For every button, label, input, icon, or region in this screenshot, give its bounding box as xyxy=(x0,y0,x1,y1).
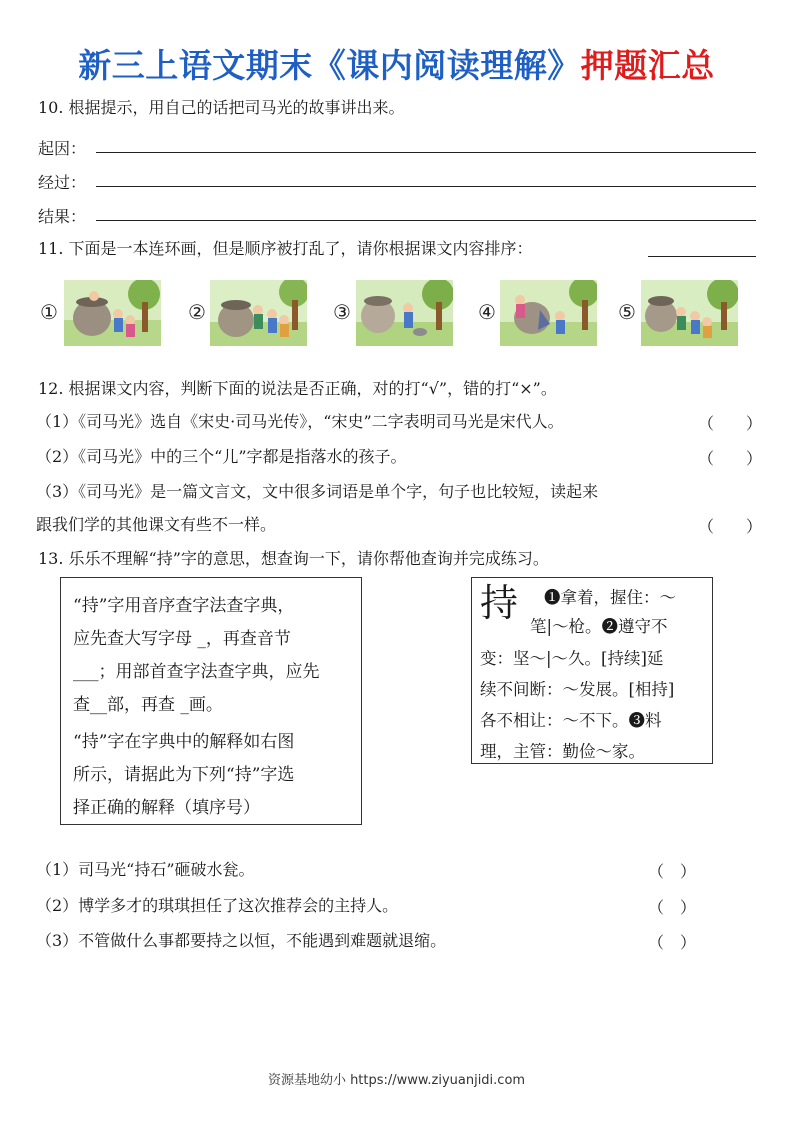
dictionary-line-3: 变：坚～|～久。[持续]延 xyxy=(480,649,664,668)
q12-answer-1[interactable]: （ ） xyxy=(698,414,763,433)
q12-item-1: （1）《司马光》选自《宋史·司马光传》，“宋史”二字表明司马光是宋代人。 xyxy=(36,412,564,431)
q13-answer-2[interactable]: （ ） xyxy=(648,898,697,917)
comic-panel-2-image xyxy=(210,280,307,346)
comic-panel-5-image xyxy=(641,280,738,346)
comic-panel-3-image xyxy=(356,280,453,346)
q13-answer-1[interactable]: （ ） xyxy=(648,862,697,881)
instruction-line-7: 择正确的解释（填序号） xyxy=(73,798,260,818)
q10-label-cause: 起因： xyxy=(38,139,87,158)
q12-item-3-continued: 跟我们学的其他课文有些不一样。 xyxy=(36,515,277,534)
comic-panel-4-image xyxy=(500,280,597,346)
q10-prompt: 10. 根据提示，用自己的话把司马光的故事讲出来。 xyxy=(38,98,405,117)
title-part-2: 《课内阅读理解》 xyxy=(312,46,581,85)
q13-answer-3[interactable]: （ ） xyxy=(648,933,697,952)
title-part-3: 押题汇总 xyxy=(580,46,715,85)
panel-5-number: ⑤ xyxy=(618,300,636,324)
q13-prompt: 13. 乐乐不理解“持”字的意思，想查询一下，请你帮他查询并完成练习。 xyxy=(38,549,549,568)
instruction-line-2: 应先查大写字母 _，再查音节 xyxy=(73,629,291,649)
instruction-line-4: 查__部，再查 _画。 xyxy=(73,695,223,715)
comic-panel-1-image xyxy=(64,280,161,346)
dictionary-line-1: ❶拿着，握住：～ xyxy=(544,588,676,607)
q13-item-2: （2）博学多才的琪琪担任了这次推荐会的主持人。 xyxy=(36,896,399,915)
title-part-1: 新三上语文期末 xyxy=(78,46,313,85)
panel-1-number: ① xyxy=(40,300,58,324)
instruction-line-5: “持”字在字典中的解释如右图 xyxy=(73,732,295,752)
q12-answer-2[interactable]: （ ） xyxy=(698,449,763,468)
instruction-line-1: “持”字用音序查字法查字典， xyxy=(73,596,295,616)
dictionary-entry-box xyxy=(471,577,713,764)
panel-3-number: ③ xyxy=(333,300,351,324)
q10-answer-line-cause[interactable] xyxy=(96,152,756,153)
q12-prompt: 12. 根据课文内容，判断下面的说法是否正确，对的打“√”，错的打“×”。 xyxy=(38,379,557,398)
q12-item-2: （2）《司马光》中的三个“儿”字都是指落水的孩子。 xyxy=(36,447,407,466)
dictionary-line-2: 笔|～枪。❷遵守不 xyxy=(530,617,668,636)
footer-watermark: 资源基地幼小 https://www.ziyuanjidi.com xyxy=(267,1073,526,1088)
instruction-line-3: ___；用部首查字法查字典，应先 xyxy=(73,662,320,682)
q13-item-3: （3）不管做什么事都要持之以恒，不能遇到难题就退缩。 xyxy=(36,931,447,950)
q10-label-result: 结果： xyxy=(38,207,87,226)
page-title xyxy=(0,40,793,87)
dictionary-line-5: 各不相让：～不下。❸料 xyxy=(480,711,662,730)
q10-answer-line-result[interactable] xyxy=(96,220,756,221)
q11-prompt: 11. 下面是一本连环画，但是顺序被打乱了，请你根据课文内容排序： xyxy=(38,239,533,258)
q11-answer-line[interactable] xyxy=(648,256,756,257)
q12-answer-3[interactable]: （ ） xyxy=(698,517,763,536)
q12-item-3: （3）《司马光》是一篇文言文，文中很多词语是单个字，句子也比较短，读起来 xyxy=(36,482,599,501)
panel-4-number: ④ xyxy=(478,300,496,324)
dictionary-headword: 持 xyxy=(480,581,519,625)
q13-item-1: （1）司马光“持石”砸破水瓮。 xyxy=(36,860,255,879)
panel-2-number: ② xyxy=(188,300,206,324)
instruction-line-6: 所示，请据此为下列“持”字选 xyxy=(73,765,295,785)
q10-answer-line-process[interactable] xyxy=(96,186,756,187)
dictionary-line-4: 续不间断：～发展。[相持] xyxy=(480,680,675,699)
q10-label-process: 经过： xyxy=(38,173,87,192)
lookup-instructions-box xyxy=(60,577,362,825)
dictionary-line-6: 理，主管：勤俭～家。 xyxy=(480,742,645,761)
